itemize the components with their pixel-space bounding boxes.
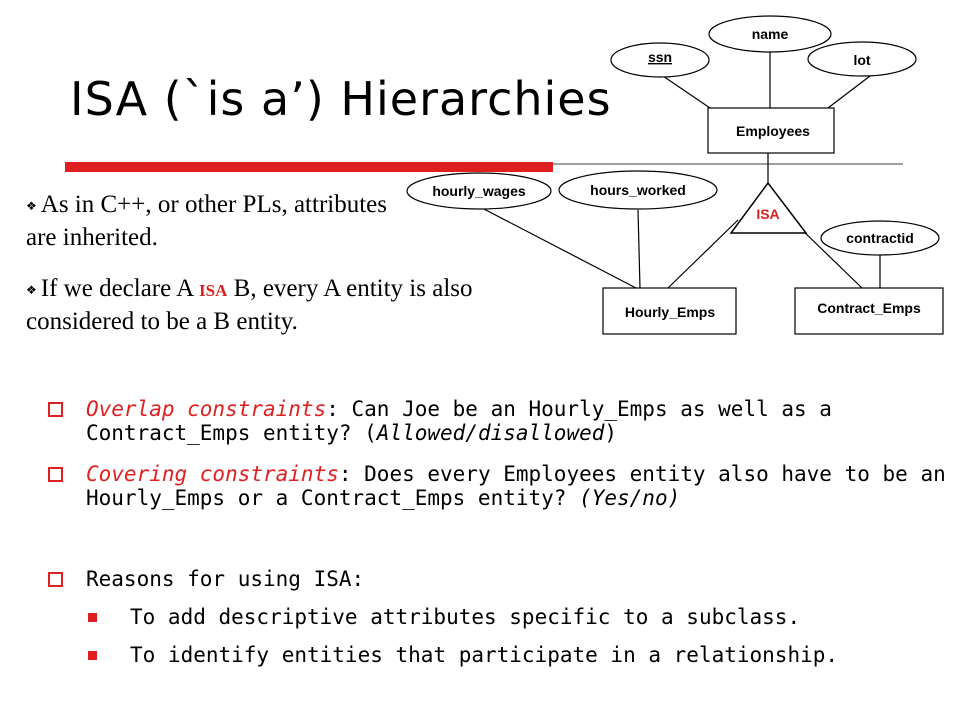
svg-text:Contract_Emps: Contract_Emps [817,300,921,316]
svg-text:hours_worked: hours_worked [590,182,686,198]
svg-text:Hourly_Emps: Hourly_Emps [624,304,716,320]
diamond-bullet-icon: ❖ [26,282,37,297]
filled-square-bullet-icon [88,613,97,622]
square-bullet-icon [48,402,63,417]
svg-text:ISA: ISA [756,206,780,222]
square-bullet-icon [48,467,63,482]
entity-contract-emps [795,288,943,334]
svg-text:Employees: Employees [736,123,810,139]
square-bullet-icon [48,572,63,587]
isa-triangle [731,183,806,233]
diagram-lines [482,48,880,288]
entity-employees [708,108,834,153]
side-bullet-isa-definition: ❖ If we declare A ISA B, every A entity is also considered to be a B entity. [26,275,473,335]
attribute-name [709,16,831,52]
diamond-bullet-icon: ❖ [26,198,37,213]
svg-text:ssn: ssn [647,49,673,65]
attribute-ssn [611,43,709,77]
svg-text:lot: lot [853,52,871,68]
svg-text:contractid: contractid [846,230,914,246]
attribute-lot [808,42,916,76]
isa-keyword: ISA [199,281,228,300]
slide-title: ISA (`is a’) Hierarchies [70,72,612,126]
attribute-hourly-wages [407,173,551,209]
svg-text:hourly_wages: hourly_wages [432,183,526,199]
entity-hourly-emps [603,288,736,334]
svg-text:name: name [751,26,789,42]
filled-square-bullet-icon [88,651,97,660]
side-bullet-inheritance: ❖ As in C++, or other PLs, attributes are inherited. [26,191,387,251]
attribute-hours-worked [559,171,717,209]
attribute-contractid [821,221,939,255]
